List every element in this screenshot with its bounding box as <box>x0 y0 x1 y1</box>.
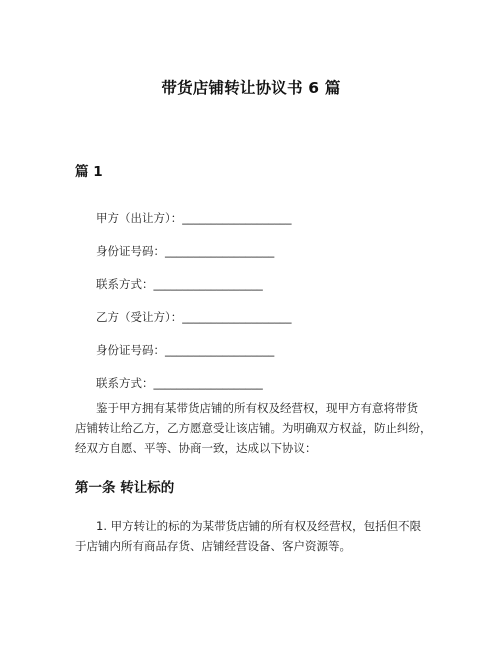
party-a-name-field: 甲方（出让方）：___________________ <box>96 211 292 225</box>
document-title: 带货店铺转让协议书 6 篇 <box>161 79 341 97</box>
party-a-id-field: 身份证号码：___________________ <box>96 244 275 258</box>
article-1-item-1-line-1: 1. 甲方转让的标的为某带货店铺的所有权及经营权，包括但不限 <box>96 519 422 533</box>
party-a-contact-field: 联系方式：___________________ <box>96 277 263 291</box>
preamble-line-3: 经双方自愿、平等、协商一致，达成以下协议： <box>75 441 317 455</box>
preamble-line-2: 店铺转让给乙方，乙方愿意受让该店铺。为明确双方权益，防止纠纷， <box>75 421 432 435</box>
article-1-item-1-line-2: 于店铺内所有商品存货、店铺经营设备、客户资源等。 <box>75 539 351 553</box>
party-b-id-field: 身份证号码：___________________ <box>96 343 275 357</box>
part-heading: 篇 1 <box>75 164 103 180</box>
party-b-contact-field: 联系方式：___________________ <box>96 376 263 390</box>
preamble-line-1: 鉴于甲方拥有某带货店铺的所有权及经营权，现甲方有意将带货 <box>96 401 418 415</box>
article-1-heading: 第一条 转让标的 <box>75 480 175 496</box>
party-b-name-field: 乙方（受让方）：___________________ <box>96 310 292 324</box>
